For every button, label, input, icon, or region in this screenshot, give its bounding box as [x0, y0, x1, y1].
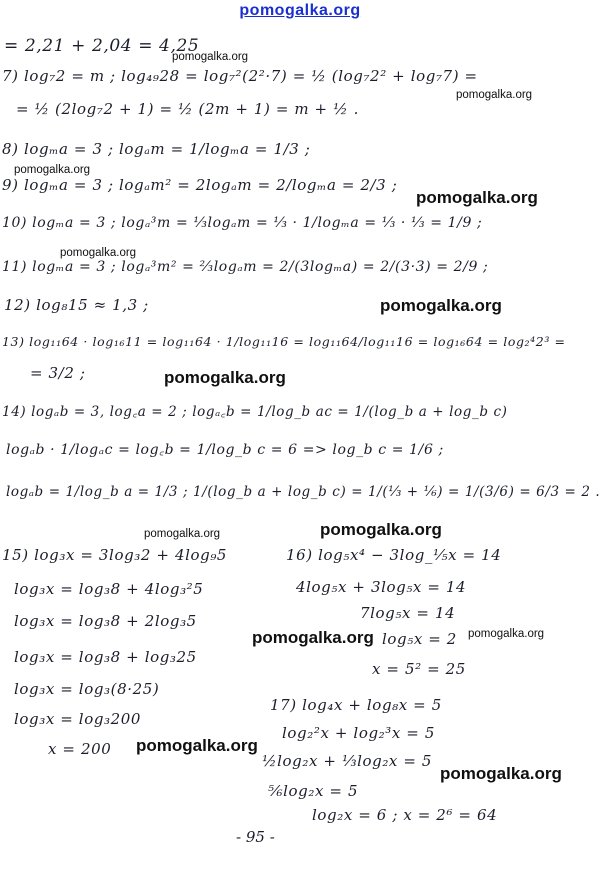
line-17b: log₂²x + log₂³x = 5: [282, 724, 435, 742]
line-16e: x = 5² = 25: [372, 660, 466, 678]
watermark: pomogalka.org: [136, 736, 258, 755]
line-14a: 14) logₐb = 3, log꜀a = 2 ; logₐ꜀b = 1/log_b ac = 1/(log_b a + log_b c): [2, 404, 508, 420]
site-header-link[interactable]: pomogalka.org: [239, 2, 361, 19]
line-15a: 15) log₃x = 3log₃2 + 4log₉5: [2, 546, 228, 564]
line-15b: log₃x = log₃8 + 4log₃²5: [14, 580, 204, 598]
watermark: pomogalka.org: [252, 628, 374, 647]
watermark: pomogalka.org: [456, 89, 533, 101]
line-16b: 4log₅x + 3log₅x = 14: [296, 578, 467, 596]
line-17a: 17) log₄x + log₈x = 5: [270, 696, 442, 714]
line-16c: 7log₅x = 14: [360, 604, 456, 622]
line-14b: logₐb · 1/logₐc = log꜀b = 1/log_b c = 6 => log_b c = 1/6 ;: [6, 442, 444, 458]
watermark: pomogalka.org: [440, 764, 562, 783]
line-10: 10) logₘa = 3 ; logₐ³m = ⅓logₐm = ⅓ · 1/logₘa = ⅓ · ⅓ = 1/9 ;: [2, 215, 483, 231]
page-number: - 95 -: [236, 828, 275, 846]
watermark: pomogalka.org: [172, 51, 249, 63]
line-17c: ½log₂x + ⅓log₂x = 5: [262, 752, 433, 770]
line-7b: = ½ (2log₇2 + 1) = ½ (2m + 1) = m + ½ .: [16, 100, 359, 118]
watermark: pomogalka.org: [468, 628, 545, 640]
line-13a: 13) log₁₁64 · log₁₆11 = log₁₁64 · 1/log₁₁16 = log₁₁64/log₁₁16 = log₁₆64 = log₂⁴2³ =: [2, 334, 566, 349]
line-17e: log₂x = 6 ; x = 2⁶ = 64: [312, 806, 498, 824]
watermark: pomogalka.org: [416, 188, 538, 207]
line-15g: x = 200: [48, 740, 112, 758]
watermark: pomogalka.org: [320, 520, 442, 539]
line-8: 8) logₘa = 3 ; logₐm = 1/logₘa = 1/3 ;: [2, 140, 311, 158]
line-15f: log₃x = log₃200: [14, 710, 142, 728]
line-7a: 7) log₇2 = m ; log₄₉28 = log₇²(2²·7) = ½ (log₇2² + log₇7) =: [2, 67, 478, 85]
line-11: 11) logₘa = 3 ; logₐ³m² = ⅔logₐm = 2/(3logₘa) = 2/(3·3) = 2/9 ;: [2, 259, 489, 275]
watermark: pomogalka.org: [60, 247, 137, 259]
line-16a: 16) log₅x⁴ − 3log_⅕x = 14: [286, 546, 502, 564]
line-14c: logₐb = 1/log_b a = 1/3 ; 1/(log_b a + log_b c) = 1/(⅓ + ⅙) = 1/(3/6) = 6/3 = 2 .: [6, 484, 600, 500]
line-16d: log₅x = 2: [382, 630, 457, 648]
line-15e: log₃x = log₃(8·25): [14, 680, 160, 698]
line-12: 12) log₈15 ≈ 1,3 ;: [4, 296, 149, 314]
line-13b: = 3/2 ;: [30, 364, 86, 382]
line-9: 9) logₘa = 3 ; logₐm² = 2logₐm = 2/logₘa = 2/3 ;: [2, 176, 398, 194]
line-17d: ⅚log₂x = 5: [268, 782, 359, 800]
watermark: pomogalka.org: [380, 296, 502, 315]
line-15d: log₃x = log₃8 + log₃25: [14, 648, 197, 666]
watermark: pomogalka.org: [164, 368, 286, 387]
line-15c: log₃x = log₃8 + 2log₃5: [14, 612, 197, 630]
watermark: pomogalka.org: [144, 528, 221, 540]
line-6-result: = 2,21 + 2,04 = 4,25: [4, 36, 200, 56]
watermark: pomogalka.org: [14, 164, 91, 176]
